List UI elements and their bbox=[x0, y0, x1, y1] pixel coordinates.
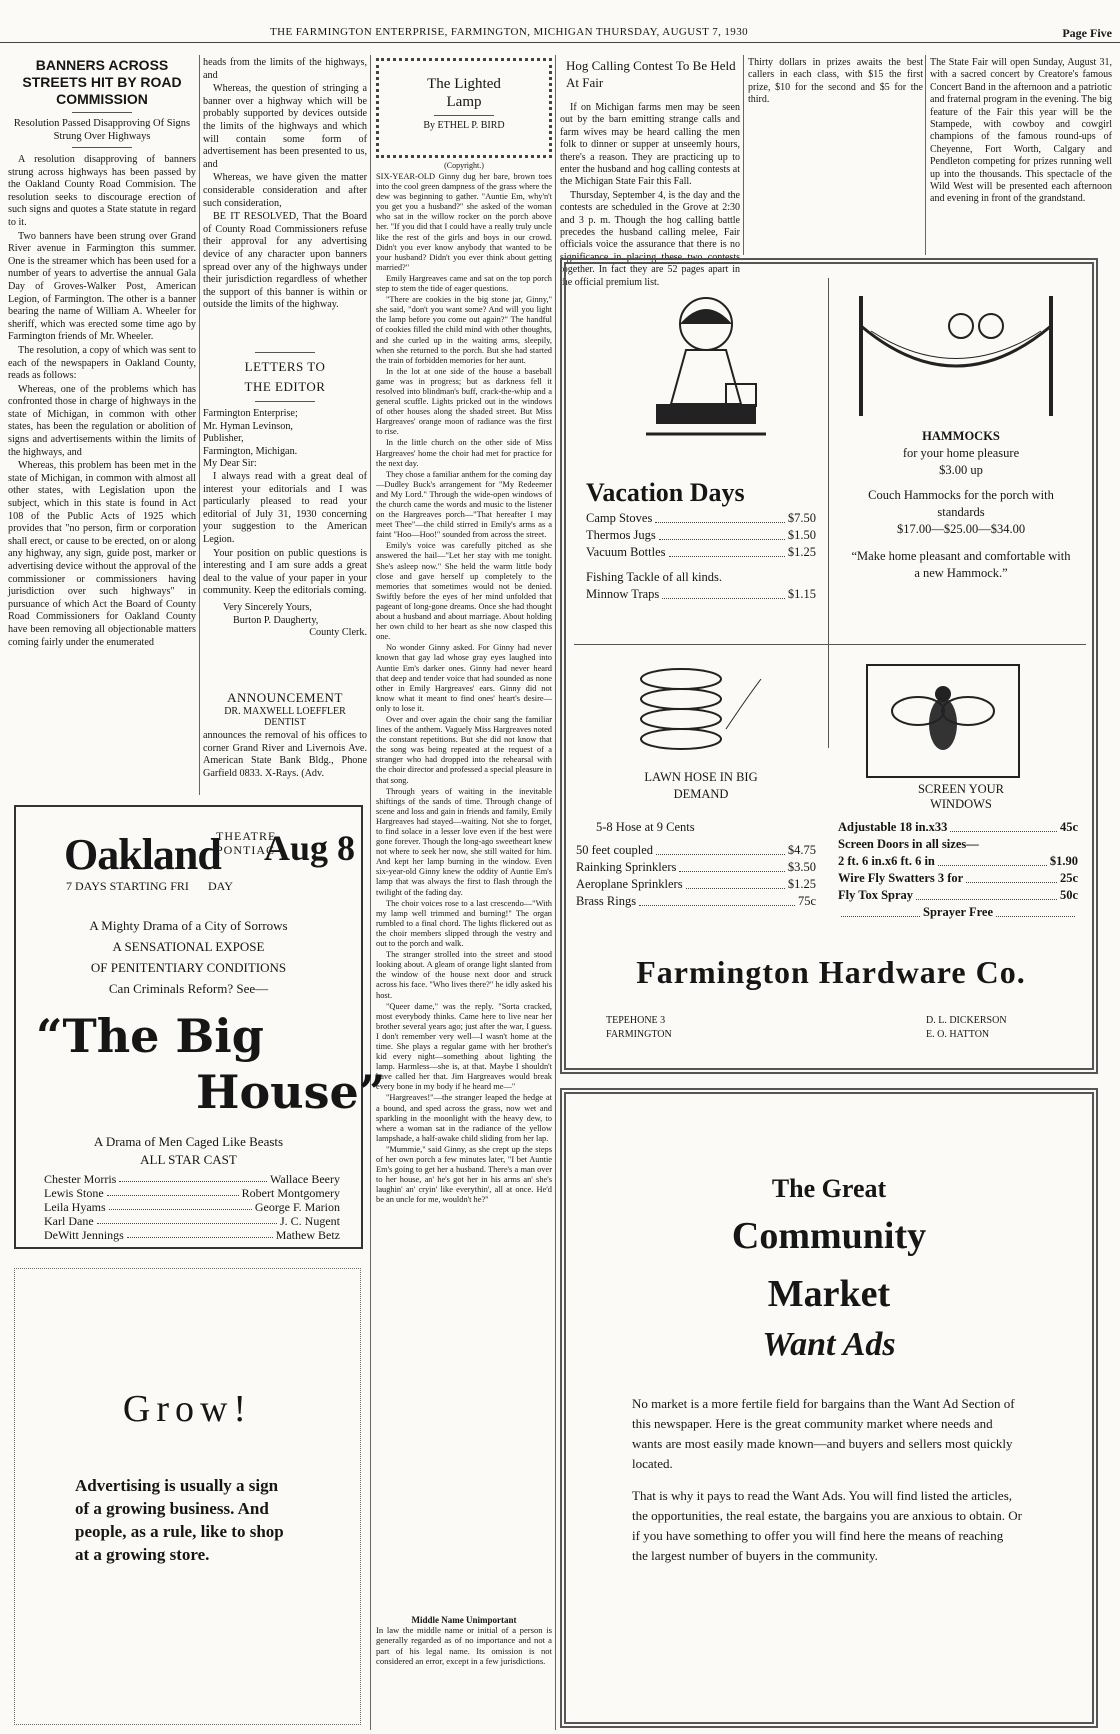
item-price: $3.50 bbox=[787, 860, 816, 874]
paragraph: Whereas, this problem has been met in the state of Michigan, in common with almost all other states, with Legislation upon the subject, which in this state is found in Act 108 of the Public Acts of 1925 which provides that "no person, firm or corporation shall erect, or cause to be erected, on or along any highway, any sign, guide post, marker or advertising device without the approval of the commissioner or commissioners having jurisdiction over such highways" in pursuance of which Act the Board of County Road Commissioners for Oakland County have been removing all objectionable matters coming fairly under the enumerated bbox=[8, 460, 196, 648]
paragraph: Two banners have been strung over Grand River avenue in Farmington this summer. One is the streamer which has been used for a number of years to advertise the annual Gala Day of Groves-Walker Post, American Legion, of Farmington. The other is a banner bearing the name of William A. Wheeler for sheriff, which was erected some time ago by Farmington friends of Mr. Wheeler. bbox=[8, 230, 196, 343]
price-row bbox=[586, 527, 816, 544]
paragraph: Whereas, we have given the matter considerable consideration and after such consideration, bbox=[203, 172, 367, 209]
divider bbox=[434, 115, 494, 116]
theatre-city: PONTIAC bbox=[216, 843, 276, 857]
ad-lines bbox=[16, 915, 361, 999]
movie-title-line2: House” bbox=[196, 1065, 386, 1119]
banners-body bbox=[8, 154, 196, 739]
owner: E. O. HATTON bbox=[926, 1029, 990, 1040]
paragraph: SIX-YEAR-OLD Ginny dug her bare, brown toes into the cool green dampness of the grass where the dew was beginning to gather. "Auntie Em, why'n't you get you a husband?" she asked of the woman who sat in the willow rocker on the porch above her. "If you did that I could have a really truly uncle like the rest of the girls and boys in our crowd. Didn't you ever know anybody that wanted to be your husband? Didn't you ever think about getting married?" bbox=[376, 172, 552, 272]
cast-left: DeWitt Jennings bbox=[44, 1228, 124, 1242]
price-row bbox=[838, 887, 1078, 904]
column-rule bbox=[370, 55, 371, 1730]
story-byline: By ETHEL P. BIRD bbox=[423, 120, 505, 131]
store-town: FARMINGTON bbox=[606, 1029, 672, 1040]
page-number: Page Five bbox=[1062, 26, 1112, 40]
letter-line: Farmington, Michigan. bbox=[203, 445, 298, 457]
paragraph: In the little church on the other side of Miss Hargreaves' home the choir had met for practice for the next day. bbox=[376, 438, 552, 468]
cast-row bbox=[44, 1228, 340, 1242]
fly-illustration bbox=[866, 664, 1020, 778]
item-name: Rainking Sprinklers bbox=[576, 860, 677, 874]
price-row bbox=[576, 859, 816, 876]
paragraph: The stranger strolled into the street and stood looking about. A gleam of orange light slanted from the window of the house next door and struck across his face. "Who lives there?" he idly asked his host. bbox=[376, 950, 552, 1000]
divider bbox=[72, 112, 132, 113]
market-body bbox=[632, 1394, 1022, 1566]
paragraph: Thirty dollars in prizes awaits the best callers in each class, with $15 the first prize, $10 for the second and $5 for the third. bbox=[748, 57, 923, 106]
item-price: $1.50 bbox=[787, 528, 816, 542]
ad-line: A Mighty Drama of a City of Sorrows bbox=[89, 918, 288, 933]
store-phone: TEPEHONE 3 bbox=[606, 1015, 666, 1026]
item-name: 2 ft. 6 in.x6 ft. 6 in bbox=[838, 854, 935, 868]
paragraph: Emily Hargreaves came and sat on the top porch step to stem the tide of eager questions. bbox=[376, 273, 552, 294]
divider bbox=[255, 352, 315, 353]
fishing-line: Fishing Tackle of all kinds. bbox=[586, 570, 723, 584]
item-name: Sprayer Free bbox=[923, 905, 994, 919]
run-length: 7 DAYS STARTING FRI bbox=[66, 879, 189, 893]
item-name: 50 feet coupled bbox=[576, 843, 654, 857]
movie-tagline-block bbox=[16, 1133, 361, 1169]
paragraph: No market is a more fertile field for bargains than the Want Ad Section of this newspaper. Here is the great community market where needs and wants are most easily made known—and buyers and sellers most quickly located. bbox=[632, 1396, 1015, 1471]
paragraph: The resolution, a copy of which was sent to each of the newspapers in Oakland County, reads as follows: bbox=[8, 344, 196, 382]
hog-body-3 bbox=[930, 57, 1112, 252]
hog-body-2 bbox=[748, 57, 923, 252]
item-name: Minnow Traps bbox=[586, 587, 660, 601]
banners-article bbox=[8, 57, 196, 739]
paragraph: If on Michigan farms men may be seen out by the barn emitting strange calls and farm wives may be heard calling the men folk to dinner or supper at unseemly hours, there's a reason. They are practicing up to enter the husband and hog calling contests at the Michigan State Fair this Fall. bbox=[560, 102, 740, 188]
paragraph: "Hargreaves!"—the stranger leaped the hedge at a bound, and sped across the grass, now wet and sparkling in the moonlight with the heavy dew, to where a woman sat in the radiance of the yellow lampshade, a half-awake child sliding from her lap. bbox=[376, 1093, 552, 1143]
hammocks-title: HAMMOCKS bbox=[922, 429, 1000, 443]
item-price: 25c bbox=[1059, 871, 1078, 885]
cast-left: Leila Hyams bbox=[44, 1200, 106, 1214]
cast-left: Lewis Stone bbox=[44, 1186, 104, 1200]
hose-block bbox=[576, 819, 816, 910]
column-rule bbox=[925, 55, 926, 255]
vacation-items bbox=[586, 510, 816, 603]
store-contact bbox=[606, 1014, 672, 1042]
item-price: $1.90 bbox=[1049, 854, 1078, 868]
item-price: $1.15 bbox=[787, 587, 816, 601]
price-row bbox=[838, 904, 1078, 921]
paragraph: BE IT RESOLVED, That the Board of County Road Commissioners refuse their approval for any advertising device of any character upon banners spread over any of the highways under their jurisdiction regardless of whether the support of this banner is within or outside the limits of the highway. bbox=[203, 211, 367, 311]
price-row bbox=[586, 510, 816, 527]
divider bbox=[72, 147, 132, 148]
hardware-ad bbox=[560, 258, 1098, 1074]
market-line4: Want Ads bbox=[762, 1326, 896, 1363]
movie-tagline: A Drama of Men Caged Like Beasts bbox=[93, 1134, 284, 1149]
lawn-hose-illustration bbox=[626, 659, 776, 759]
sidebar-item bbox=[376, 1615, 552, 1667]
column-rule bbox=[555, 55, 556, 1730]
grow-ad bbox=[14, 1268, 361, 1725]
paragraph: The choir voices rose to a last crescendo—"With my lamp well trimmed and burning!" The organ rumbled to a final chord. The lights flickered out as the choir members slipped through the vestry and out to the porch and walk. bbox=[376, 898, 552, 949]
letters-section bbox=[203, 348, 367, 640]
run-day: DAY bbox=[208, 879, 233, 893]
letters-headline: LETTERS TO THE EDITOR bbox=[244, 359, 326, 394]
movie-title-line1: “The Big bbox=[36, 1009, 264, 1063]
story-title: The Lighted Lamp bbox=[427, 76, 501, 110]
price-row bbox=[586, 544, 816, 561]
ad-line: A SENSATIONAL EXPOSE bbox=[112, 939, 265, 954]
item-name: Thermos Jugs bbox=[586, 528, 656, 542]
hammock-slogan: “Make home pleasant and comfortable with a new Hammock.” bbox=[851, 549, 1071, 580]
store-name: Farmington Hardware Co. bbox=[636, 954, 1026, 990]
cast-right: George F. Marion bbox=[254, 1200, 340, 1214]
screen-block bbox=[838, 819, 1078, 921]
market-line2: Community bbox=[731, 1215, 927, 1257]
item-price: $4.75 bbox=[787, 843, 816, 857]
oakland-theatre-ad bbox=[14, 805, 386, 1249]
hose-sub: 5-8 Hose at 9 Cents bbox=[596, 820, 695, 834]
lamp-title-box bbox=[376, 58, 552, 158]
cast-right: Robert Montgomery bbox=[241, 1186, 340, 1200]
column-rule bbox=[743, 55, 744, 255]
cast-left: Chester Morris bbox=[44, 1172, 117, 1186]
cast-left: Karl Dane bbox=[44, 1214, 94, 1228]
paragraph: I always read with a great deal of interest your editorials and I was particularly pleased to read your editorial of July 31, 1930 concerning your suggestion to the American Legion. bbox=[203, 470, 367, 545]
price-row bbox=[838, 853, 1078, 870]
theatre-name: Oakland bbox=[64, 830, 221, 879]
item-name: Wire Fly Swatters 3 for bbox=[838, 871, 964, 885]
letter-line: Publisher, bbox=[203, 433, 244, 445]
price-row bbox=[576, 842, 816, 859]
paragraph: "Mummie," said Ginny, as she crept up the steps of her own porch a few minutes later, "I bet Auntie Em's going to get her a husband. There's a man over to her house, an' he's got her in his arms an' she's laughin' an' cryin' like everythin', all at once. He'd be an uncle for me, wouldn't he?" bbox=[376, 1144, 552, 1205]
letter-signer-title: County Clerk. bbox=[309, 627, 367, 639]
paragraph: Thursday, September 4, is the day and the contests are scheduled in the Grove at 2:30 and 3 p. m. Though the hog calling battle precedes the husband calling melee, Fair officials voice the assurance that there is no significance in placing these two contests together. In fact they are 52 pages apart in the official premium list. bbox=[560, 189, 740, 288]
banners-headline: BANNERS ACROSS STREETS HIT BY ROAD COMMISSION bbox=[22, 57, 182, 107]
grow-text bbox=[75, 1474, 355, 1566]
ad-line: Can Criminals Reform? See— bbox=[108, 981, 269, 996]
letter-body bbox=[203, 408, 367, 640]
screen-title: SCREEN YOUR WINDOWS bbox=[917, 782, 1004, 811]
couch-hammocks: Couch Hammocks for the porch with standards bbox=[868, 488, 1054, 519]
cast-right: Mathew Betz bbox=[275, 1228, 340, 1242]
paragraph: A resolution disapproving of banners strung across highways has been passed by the Oakland County Road Commision. The resolution seeks to discourage erection of such signs and quotes a State statute in regard to it. bbox=[8, 154, 196, 228]
paragraph: Emily's voice was carefully pitched as she answered the hail—"Let her stay with me tonight. She's asleep now." She held the warm little body close and gave herself up completely to the memories that sometimes would not be denied. Swiftly before the eyes of her mind unfolded that pageant of long-gone dreams. Once she had thought about a husband and about marriage. About holding her own child to her heart as she now clasped this one. bbox=[376, 541, 552, 642]
camping-girl-illustration bbox=[616, 284, 786, 444]
hammocks-sub: for your home pleasure bbox=[902, 446, 1020, 460]
banners-continuation bbox=[203, 57, 367, 342]
market-line3: Market bbox=[767, 1273, 891, 1315]
item-price: $1.25 bbox=[787, 877, 816, 891]
paragraph: Over and over again the choir sang the familiar lines of the anthem. Vaguely Miss Hargreaves noted the constant repetitions. But she did not know that the song was being repeated at the request of a stranger who had dropped into the rehearsal with the choir director and professed a special pleasure in that song. bbox=[376, 714, 552, 785]
story-copyright: (Copyright.) bbox=[444, 161, 484, 170]
item-price: 75c bbox=[797, 894, 816, 908]
hog-headline: Hog Calling Contest To Be Held At Fair bbox=[566, 58, 736, 90]
paragraph: They chose a familiar anthem for the coming day—Dudley Buck's arrangement for "My Redeemer and My Lord." Through the wide-open windows of the church came the words and music to the listener on the Hargreaves porch—"That hereafter I may meet Thee"—the child stirred in Emily's arms as a faint "Hoo—Hoo!" sounded from across the street. bbox=[376, 469, 552, 540]
hammocks-block bbox=[828, 428, 1094, 582]
announcement-body bbox=[203, 730, 367, 780]
sidebar-body: In law the middle name or initial of a person is generally regarded as of no importance and not a part of his legal name. Its omission is not considered an error, except in a few jurisdictions. bbox=[376, 1625, 552, 1667]
show-date: Aug 8 bbox=[264, 828, 356, 868]
grow-line: at a growing store. bbox=[75, 1545, 210, 1564]
item-name: Adjustable 18 in.x33 bbox=[838, 820, 948, 834]
hose-title: LAWN HOSE IN BIG DEMAND bbox=[644, 770, 758, 801]
store-owners bbox=[926, 1014, 1007, 1042]
want-ads-promo bbox=[560, 1088, 1098, 1728]
cast-list bbox=[44, 1172, 340, 1242]
announcement-headline: ANNOUNCEMENT bbox=[227, 690, 343, 705]
column-rule bbox=[199, 55, 200, 795]
item-price: 50c bbox=[1059, 888, 1078, 902]
price-row bbox=[576, 876, 816, 893]
price-row bbox=[586, 586, 816, 603]
item-price: $1.25 bbox=[787, 545, 816, 559]
grow-line: Advertising is usually a sign bbox=[75, 1476, 279, 1495]
paragraph: That is why it pays to read the Want Ads. You will find listed the articles, the opportunities, the real estate, the bargains you are anxious to obtain. Or if you have something to offer you will find here the means of reaching the largest number of buyers in the community. bbox=[632, 1488, 1023, 1563]
cast-right: J. C. Nugent bbox=[280, 1214, 340, 1228]
paragraph: Whereas, one of the problems which has confronted those in charge of highways in the state of Michigan, in common with other states, has been the regulation or abolition of signs and advertisements within the limits of the highways, and bbox=[8, 383, 196, 458]
masthead bbox=[0, 0, 1120, 43]
price-row bbox=[838, 870, 1078, 887]
item-price: 45c bbox=[1059, 820, 1078, 834]
item-name: Vacuum Bottles bbox=[586, 545, 666, 559]
owner: D. L. DICKERSON bbox=[926, 1015, 1007, 1026]
cast-row bbox=[44, 1200, 340, 1214]
letter-line: Farmington Enterprise; bbox=[203, 408, 298, 419]
letter-closing: Very Sincerely Yours, bbox=[223, 601, 312, 613]
announcement-text: announces the removal of his offices to corner Grand River and Livernois Ave. American State Bank Bldg., Phone Garfield 0833. X-Rays. bbox=[203, 730, 367, 779]
letter-signer: Burton P. Daugherty, bbox=[233, 614, 319, 626]
item-name: Aeroplane Sprinklers bbox=[576, 877, 683, 891]
dentist-title: DENTIST bbox=[264, 717, 306, 728]
story-body bbox=[376, 172, 552, 1612]
paragraph: In the lot at one side of the house a baseball game was in progress; but as darkness fell it resolved into blindman's buff, crack-the-whip and a general scuffle. Lights pricked out in the windows of other houses along the shaded street. But Miss Hargreaves' orange moon of radiance was the first to rise. bbox=[376, 366, 552, 437]
cast-row bbox=[44, 1186, 340, 1200]
paragraph: The State Fair will open Sunday, August 31, with a sacred concert by Creatore's famous Concert Band in the afternoon and a patriotic and fraternal program in the evening. The big feature of the Fair this year will be the Stampede, with cowboy and cowgirl champions of the famous round-ups of Cheyenne, Fort Worth, Calgary and Pendleton competing for prizes running well up into the thousands. This spectacle of the Wild West will be presented each afternoon and evening in front of the grandstand. bbox=[930, 57, 1112, 205]
grow-title: Grow! bbox=[122, 1388, 253, 1430]
price-row bbox=[838, 836, 1078, 853]
sidebar-headline: Middle Name Unimportant bbox=[411, 1615, 517, 1625]
dentist-name: DR. MAXWELL LOEFFLER bbox=[224, 706, 346, 717]
cast-right: Wallace Beery bbox=[270, 1172, 340, 1186]
paragraph: No wonder Ginny asked. For Ginny had never known that gay lad whose gray eyes laughed into Auntie Em's darker ones. Ginny had never heard that deep and tender voice that had sounded as none other in Emily Hargreaves' ears. Ginny did not know what it meant to find ones' heart's desire—only to lose it. bbox=[376, 643, 552, 713]
letter-line: My Dear Sir: bbox=[203, 458, 257, 470]
couch-prices: $17.00—$25.00—$34.00 bbox=[896, 522, 1026, 536]
ad-divider bbox=[574, 644, 1086, 645]
cast-row bbox=[44, 1172, 340, 1186]
price-row bbox=[838, 819, 1078, 836]
vacation-title: Vacation Days bbox=[586, 478, 745, 507]
masthead-title: THE FARMINGTON ENTERPRISE, FARMINGTON, MICHIGAN THURSDAY, AUGUST 7, 1930 bbox=[270, 26, 749, 38]
divider bbox=[255, 401, 315, 402]
hammocks-price: $3.00 up bbox=[939, 463, 983, 477]
market-line1: The Great bbox=[771, 1174, 887, 1203]
cast-row bbox=[44, 1214, 340, 1228]
item-name: Fly Tox Spray bbox=[838, 888, 914, 902]
grow-line: of a growing business. And bbox=[75, 1499, 269, 1518]
paragraph: Through years of waiting in the inevitable shiftings of the sands of time. Through change of scene and loss and gain in friends and family, Emily Hargreaves had stayed—waiting. Not she to forget, to find solace in a lesser love even if the best were gone forever. Though the long-ago sweetheart knew not where to seek her now, she still waited for him. And kept her lamp burning in the window. Even six-year-old Ginny knew the oddity of Auntie Em's lamp that was always the first to flash through the twilight of the fading day. bbox=[376, 786, 552, 897]
paragraph: Whereas, the question of stringing a banner over a highway which will be probably supported by devices outside the limits of the highways and which will contain some form of advertisement has been presented to us, and bbox=[203, 83, 367, 170]
hog-body-1 bbox=[560, 102, 740, 288]
item-name: Screen Doors in all sizes— bbox=[838, 837, 979, 851]
letter-line: Mr. Hyman Levinson, bbox=[203, 420, 293, 432]
price-row bbox=[576, 893, 816, 910]
announcement bbox=[203, 690, 367, 780]
hog-article bbox=[560, 57, 740, 91]
hammock-illustration bbox=[851, 286, 1061, 426]
grow-line: people, as a rule, like to shop bbox=[75, 1522, 284, 1541]
ad-line: OF PENITENTIARY CONDITIONS bbox=[90, 960, 287, 975]
paragraph: "Queer dame," was the reply. "Sorta cracked, most everybody thinks. Came here to live near her brother several years ago; just after the war, I guess. I don't remember very well—I wasn't home at the time. She plays a regular game with her brother's kid every night—something about lighting the lamp. Harmless—she is, at that. Maybe I shouldn't have called her that. Jim Hargreaves would break every bone in my body if he heard me—" bbox=[376, 1001, 552, 1092]
theatre-label: THEATRE bbox=[216, 829, 277, 843]
paragraph: heads from the limits of the highways, and bbox=[203, 57, 367, 81]
paragraph: Your position on public questions is interesting and I am sure adds a great deal to the value of your paper in your community. Keep the editorials coming. bbox=[203, 547, 367, 597]
item-name: Brass Rings bbox=[576, 894, 637, 908]
banners-subhead: Resolution Passed Disapproving Of Signs Strung Over Highways bbox=[13, 118, 191, 142]
adv-mark: (Adv. bbox=[301, 767, 325, 779]
cast-label: ALL STAR CAST bbox=[140, 1152, 237, 1167]
item-price: $7.50 bbox=[787, 511, 816, 525]
item-name: Camp Stoves bbox=[586, 511, 653, 525]
paragraph: "There are cookies in the big stone jar, Ginny," she said, "don't you want some? And will you light the lamp before you come out again?" The handful of cookies filled the child mind with other thoughts, and she curled up in the waiting arms, sleepily, when she returned to the porch. But she had started the train of forbidden memories for her aunt. bbox=[376, 295, 552, 365]
